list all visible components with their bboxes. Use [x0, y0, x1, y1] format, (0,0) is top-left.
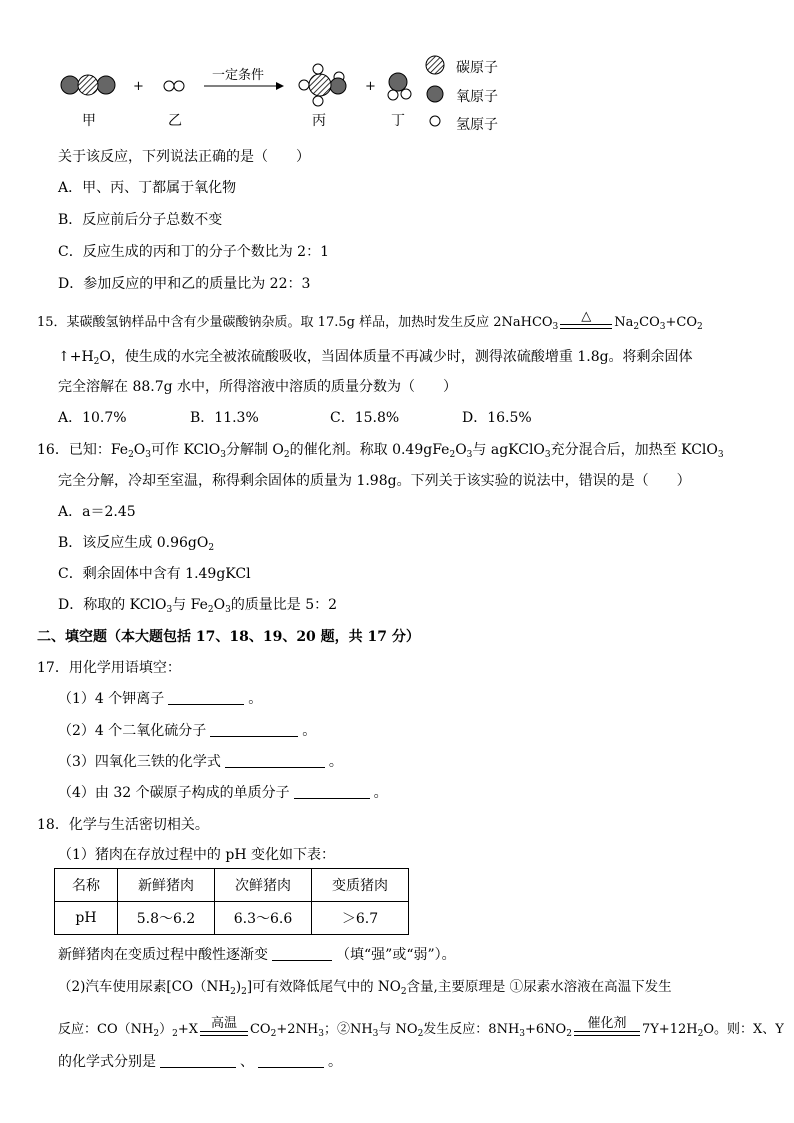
- q18-stem: 18．化学与生活密切相关。: [37, 817, 209, 833]
- q16-option-a: A．a＝2.45: [58, 504, 136, 520]
- molecule-yi: [164, 81, 184, 91]
- table-header: 变质猪肉: [312, 869, 409, 902]
- answer-blank-y[interactable]: [258, 1053, 324, 1068]
- label-yi: 乙: [168, 113, 182, 129]
- answer-blank[interactable]: [272, 946, 332, 961]
- table-cell: 5.8～6.2: [118, 902, 215, 935]
- q16-option-b: B．该反应生成 $0.96gO_2$: [58, 535, 215, 553]
- answer-blank-x[interactable]: [160, 1053, 236, 1068]
- q15-option-a: A．10.7%: [58, 410, 127, 426]
- q18-part-1: （1）猪肉在存放过程中的 pH 变化如下表：: [58, 847, 335, 863]
- q14-option-a: A．甲、丙、丁都属于氧化物: [58, 180, 237, 196]
- table-row: [55, 902, 409, 935]
- q17-item-4: （4）由 32 个碳原子构成的单质分子 。: [58, 785, 388, 801]
- q14-option-b: B．反应前后分子总数不变: [58, 212, 223, 228]
- section-2-heading: 二、填空题（本大题包括 17、18、19、20 题，共 17 分）: [37, 629, 420, 645]
- q14-option-d: D．参加反应的甲和乙的质量比为 22：3: [58, 276, 311, 292]
- reaction-arrow: [204, 82, 284, 90]
- carbon-atom-icon: [426, 56, 444, 74]
- q14-stem: 关于该反应，下列说法正确的是（ ）: [58, 149, 310, 165]
- q16-line-2: 完全分解，冷却至室温，称得剩余固体的质量为 1.98g。下列关于该实验的说法中，错误的是（ ）: [58, 473, 691, 489]
- q16-option-c: C．剩余固体中含有 1.49gKCl: [58, 566, 251, 582]
- q15-line-1: 15．某碳酸氢钠样品中含有少量碳酸钠杂质。取 17.5g 样品，加热时发生反应 2NaHCO$_3$ △ $Na_2CO_3+CO_2$: [37, 309, 703, 332]
- table-header: 新鲜猪肉: [118, 869, 215, 902]
- molecule-ding: [388, 73, 411, 100]
- table-header-row: [55, 869, 409, 902]
- label-bing: 丙: [312, 113, 326, 129]
- q18-part-2-line-3: 的化学式分别是 、 。: [58, 1054, 342, 1070]
- ph-table: [54, 868, 409, 935]
- label-ding: 丁: [391, 113, 405, 129]
- table-cell: pH: [55, 902, 118, 935]
- plus-sign-2: +: [365, 79, 376, 94]
- molecule-bing: [299, 64, 346, 106]
- q14-option-c: C．反应生成的丙和丁的分子个数比为 2：1: [58, 244, 329, 260]
- oxygen-atom-icon: [427, 86, 443, 102]
- q15-option-d: D．16.5%: [462, 410, 532, 426]
- answer-blank[interactable]: [168, 690, 244, 705]
- molecule-jia: [61, 75, 115, 95]
- answer-blank[interactable]: [294, 784, 370, 799]
- table-cell: 6.3～6.6: [215, 902, 312, 935]
- label-jia: 甲: [82, 113, 96, 129]
- q17-item-2: （2）4 个二氧化硫分子 。: [58, 723, 317, 739]
- high-temp-condition: 高温: [200, 1016, 248, 1036]
- table-cell: ＞6.7: [312, 902, 409, 935]
- q16-line-1: 16．已知：$Fe_2O_3$可作 KClO$_3$分解制 $O_2$的催化剂。称取 $0.49gFe_2O_3$与 agKClO$_3$充分混合后，加热至 KClO$_3$: [37, 442, 724, 460]
- q17-item-1: （1）4 个钾离子 。: [58, 691, 263, 707]
- legend-oxygen: 氧原子: [456, 89, 498, 105]
- catalyst-condition: 催化剂: [574, 1016, 640, 1036]
- table-header: 次鲜猪肉: [215, 869, 312, 902]
- q15-line-2: $↑+H_2O$，使生成的水完全被浓硫酸吸收，当固体质量不再减少时，测得浓硫酸增重 1.8g。将剩余固体: [58, 349, 693, 367]
- q17-stem: 17．用化学用语填空：: [37, 660, 181, 676]
- q16-option-d: D．称取的 KClO$_3$与 $Fe_2O_3$的质量比是 5：2: [58, 597, 338, 615]
- answer-blank[interactable]: [210, 722, 298, 737]
- q15-option-c: C．15.8%: [330, 410, 400, 426]
- q18-part-2-line-1: （2)汽车使用尿素$[CO(NH_2)_2]$可有效降低尾气中的 $NO_2$含量,主要原理是 ①尿素水溶液在高温下发生: [58, 979, 672, 997]
- q18-part-1-answer: 新鲜猪肉在变质过程中酸性逐渐变 （填“强”或“弱”）。: [58, 947, 456, 963]
- q17-item-3: （3）四氧化三铁的化学式 。: [58, 754, 343, 770]
- q15-option-b: B．11.3%: [190, 410, 259, 426]
- heat-condition: △: [560, 309, 612, 329]
- legend-hydrogen: 氢原子: [456, 117, 498, 133]
- legend-icons: [426, 56, 444, 126]
- arrow-condition: 一定条件: [212, 68, 265, 83]
- plus-sign-1: +: [133, 79, 144, 94]
- q18-part-2-line-2: 反应：$CO(NH_2)_2+X$ 高温 $CO_2+2NH_3$；$②NH_3$与 $NO_2$发生反应：$8NH_3+6NO_2$ 催化剂 $7Y+12H_2O$。则：X、Y: [58, 1016, 784, 1039]
- table-header: 名称: [55, 869, 118, 902]
- legend-carbon: 碳原子: [456, 60, 498, 76]
- q15-line-3: 完全溶解在 88.7g 水中，所得溶液中溶质的质量分数为（ ）: [58, 379, 458, 395]
- hydrogen-atom-icon: [430, 116, 440, 126]
- answer-blank[interactable]: [225, 753, 325, 768]
